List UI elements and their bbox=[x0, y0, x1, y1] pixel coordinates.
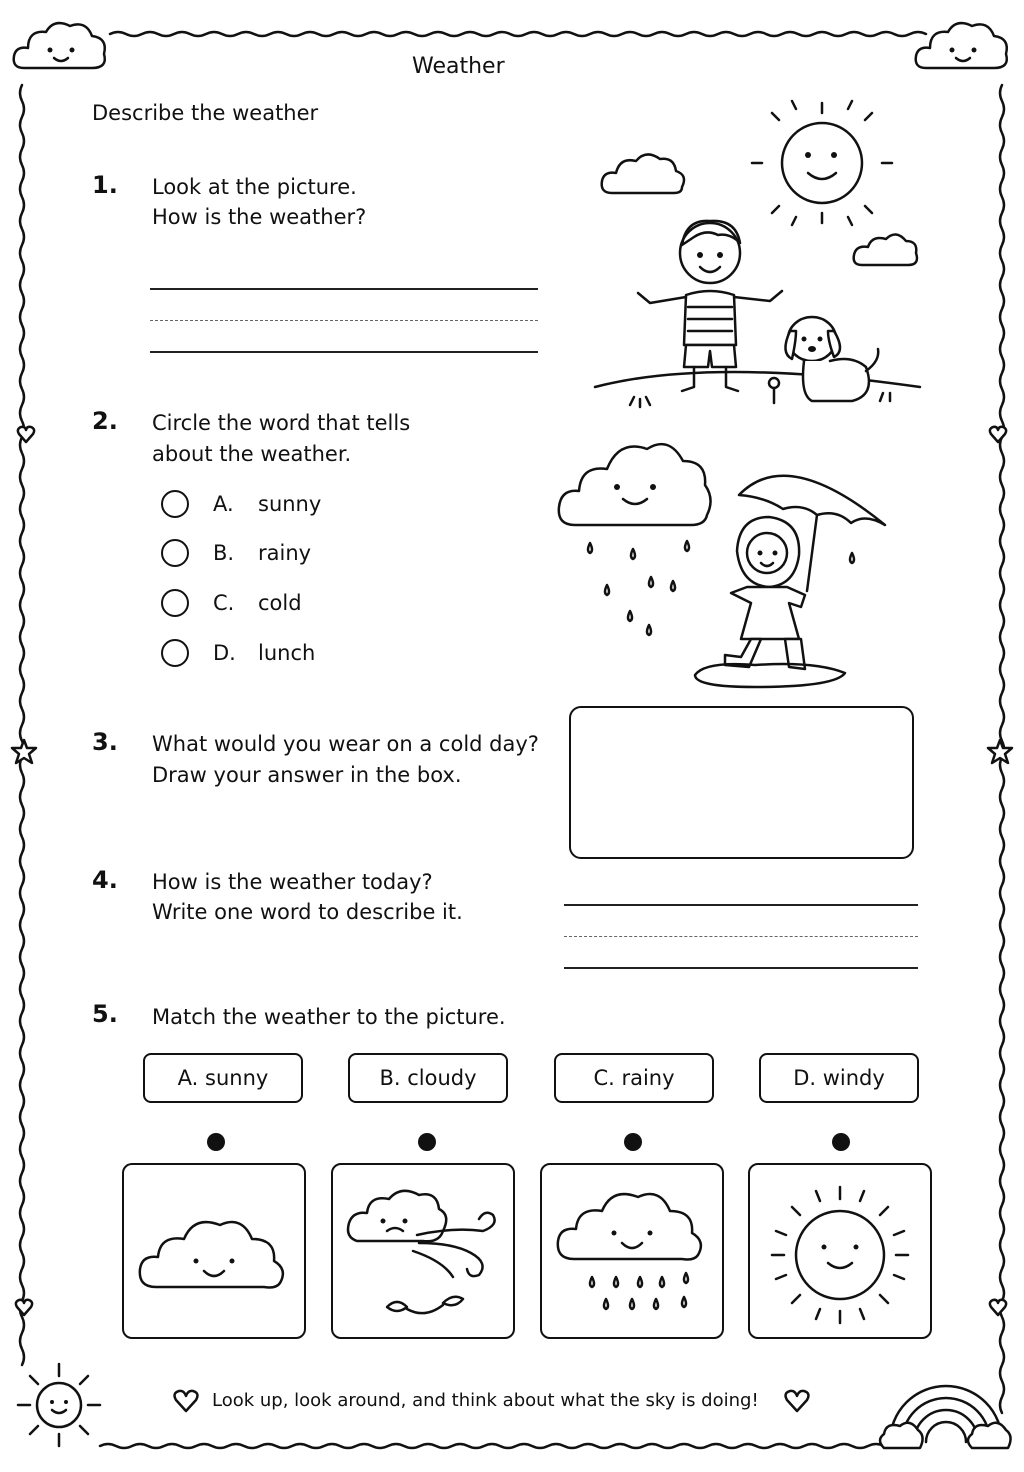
heart-icon bbox=[14, 1298, 34, 1318]
heart-icon bbox=[988, 1298, 1008, 1318]
cloud-face-icon bbox=[912, 12, 1012, 82]
question-text: Write one word to describe it. bbox=[152, 900, 463, 924]
option-word: cold bbox=[258, 591, 302, 615]
star-icon bbox=[986, 738, 1014, 766]
answer-line[interactable] bbox=[150, 351, 538, 353]
match-picture-box[interactable] bbox=[540, 1163, 724, 1339]
page-subtitle: Describe the weather bbox=[92, 101, 319, 125]
match-word-windy[interactable]: D. windy bbox=[759, 1053, 919, 1103]
option-letter: B. bbox=[213, 541, 235, 565]
option-circle[interactable] bbox=[161, 639, 189, 667]
question-text: Look at the picture. bbox=[152, 175, 357, 199]
question-text: Match the weather to the picture. bbox=[152, 1005, 506, 1029]
heart-icon bbox=[16, 425, 36, 445]
cloud-face-icon bbox=[10, 12, 110, 82]
option-circle[interactable] bbox=[161, 589, 189, 617]
option-word: rainy bbox=[258, 541, 312, 565]
rainbow-icon bbox=[880, 1352, 1010, 1452]
option-word: sunny bbox=[258, 492, 322, 516]
match-dot[interactable] bbox=[207, 1133, 225, 1151]
question-number: 5. bbox=[92, 1000, 118, 1028]
option-letter: A. bbox=[213, 492, 234, 516]
heart-icon bbox=[784, 1389, 810, 1413]
wind-icon bbox=[343, 1181, 503, 1331]
option-word: lunch bbox=[258, 641, 316, 665]
match-dot[interactable] bbox=[832, 1133, 850, 1151]
question-number: 3. bbox=[92, 728, 118, 756]
match-picture-box[interactable] bbox=[122, 1163, 306, 1339]
question-number: 4. bbox=[92, 866, 118, 894]
sun-face-icon bbox=[14, 1360, 104, 1450]
heart-icon bbox=[173, 1389, 199, 1413]
question-text: What would you wear on a cold day? bbox=[152, 732, 539, 756]
rain-cloud-icon bbox=[552, 1179, 712, 1329]
rainy-child-illustration bbox=[555, 425, 915, 695]
answer-guide-line bbox=[150, 320, 538, 321]
option-circle[interactable] bbox=[161, 490, 189, 518]
option-letter: C. bbox=[213, 591, 235, 615]
footer-text: Look up, look around, and think about what the sky is doing! bbox=[212, 1390, 759, 1411]
option-letter: D. bbox=[213, 641, 236, 665]
question-number: 1. bbox=[92, 171, 118, 199]
question-text: Circle the word that tells bbox=[152, 411, 411, 435]
match-word-sunny[interactable]: A. sunny bbox=[143, 1053, 303, 1103]
sunny-boy-illustration bbox=[590, 95, 930, 415]
drawing-box[interactable] bbox=[569, 706, 914, 859]
heart-icon bbox=[988, 425, 1008, 445]
answer-line[interactable] bbox=[564, 967, 918, 969]
option-circle[interactable] bbox=[161, 539, 189, 567]
answer-line[interactable] bbox=[150, 288, 538, 290]
question-text: How is the weather? bbox=[152, 205, 367, 229]
question-text: Draw your answer in the box. bbox=[152, 763, 462, 787]
answer-guide-line bbox=[564, 936, 918, 937]
match-picture-box[interactable] bbox=[331, 1163, 515, 1339]
question-number: 2. bbox=[92, 407, 118, 435]
match-word-cloudy[interactable]: B. cloudy bbox=[348, 1053, 508, 1103]
match-dot[interactable] bbox=[624, 1133, 642, 1151]
cloud-icon bbox=[134, 1205, 294, 1305]
question-text: about the weather. bbox=[152, 442, 352, 466]
question-text: How is the weather today? bbox=[152, 870, 433, 894]
match-picture-box[interactable] bbox=[748, 1163, 932, 1339]
answer-line[interactable] bbox=[564, 904, 918, 906]
match-dot[interactable] bbox=[418, 1133, 436, 1151]
match-word-rainy[interactable]: C. rainy bbox=[554, 1053, 714, 1103]
star-icon bbox=[10, 738, 38, 766]
sun-icon bbox=[760, 1175, 920, 1335]
page-title: Weather bbox=[412, 54, 505, 79]
